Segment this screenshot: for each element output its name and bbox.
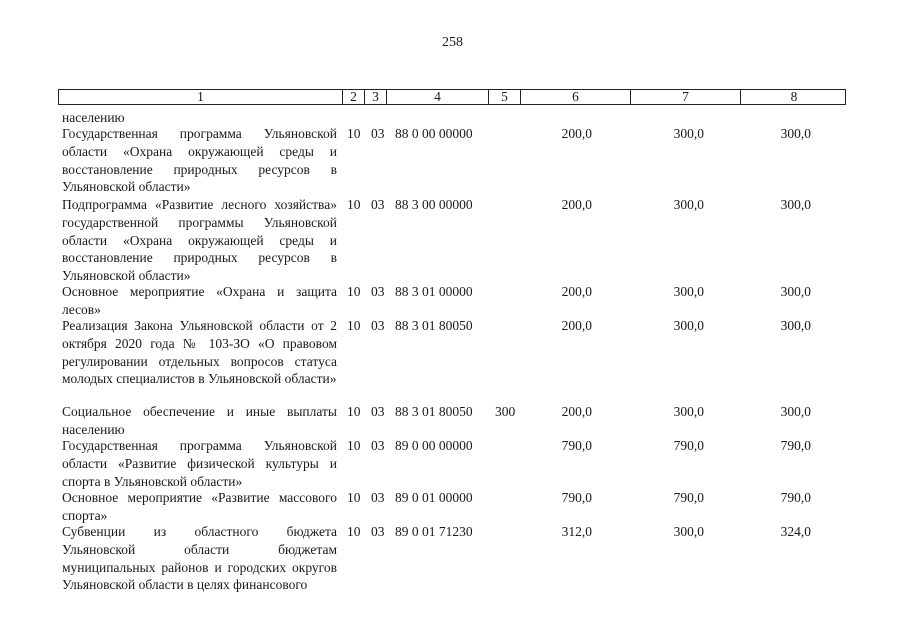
row-value-6: 200,0 — [561, 197, 592, 212]
row-value-7: 790,0 — [673, 438, 704, 453]
header-col-3: 3 — [365, 90, 387, 104]
row-subsection: 03 — [371, 404, 385, 419]
row-expense-type: 300 — [495, 404, 516, 419]
header-col-1: 1 — [59, 90, 343, 104]
row-target-code: 88 3 00 00000 — [395, 197, 473, 212]
row-target-code: 89 0 01 71230 — [395, 524, 473, 539]
header-col-7: 7 — [631, 90, 741, 104]
header-col-2: 2 — [343, 90, 365, 104]
row-name: Государственная программа Ульяновской области «Охрана окружающей среды и восстановление природных ресурсов в Ульяновской области» — [62, 126, 337, 195]
row-target-code: 88 3 01 00000 — [395, 284, 473, 299]
row-value-6: 312,0 — [561, 524, 592, 539]
row-target-code: 89 0 01 00000 — [395, 490, 473, 505]
row-subsection: 03 — [371, 524, 385, 539]
row-value-7: 790,0 — [673, 490, 704, 505]
row-subsection: 03 — [371, 438, 385, 453]
row-subsection: 03 — [371, 318, 385, 333]
row-value-7: 300,0 — [673, 404, 704, 419]
row-name: Реализация Закона Ульяновской области от 2 октября 2020 года № 103-ЗО «О правовом регулировании отдельных вопросов статуса молодых специалистов в Ульяновской области» — [62, 318, 337, 387]
row-value-7: 300,0 — [673, 284, 704, 299]
row-name: Основное мероприятие «Развитие массового спорта» — [62, 490, 337, 523]
row-section: 10 — [347, 404, 361, 419]
row-name: населению — [62, 110, 125, 125]
row-value-8: 300,0 — [780, 404, 811, 419]
row-subsection: 03 — [371, 126, 385, 141]
row-section: 10 — [347, 126, 361, 141]
row-value-6: 790,0 — [561, 438, 592, 453]
row-section: 10 — [347, 318, 361, 333]
row-target-code: 89 0 00 00000 — [395, 438, 473, 453]
header-col-8: 8 — [790, 89, 798, 104]
row-subsection: 03 — [371, 197, 385, 212]
row-section: 10 — [347, 490, 361, 505]
row-value-8: 300,0 — [780, 126, 811, 141]
header-col-6: 6 — [521, 90, 631, 104]
row-target-code: 88 0 00 00000 — [395, 126, 473, 141]
row-value-8: 300,0 — [780, 318, 811, 333]
row-value-8: 300,0 — [780, 197, 811, 212]
row-value-8: 790,0 — [780, 490, 811, 505]
page-number: 258 — [442, 35, 463, 50]
header-col-5: 5 — [489, 90, 521, 104]
row-value-7: 300,0 — [673, 197, 704, 212]
row-value-6: 790,0 — [561, 490, 592, 505]
row-name: Государственная программа Ульяновской области «Развитие физической культуры и спорта в Ульяновской области» — [62, 438, 337, 489]
row-target-code: 88 3 01 80050 — [395, 318, 473, 333]
row-subsection: 03 — [371, 490, 385, 505]
row-subsection: 03 — [371, 284, 385, 299]
row-section: 10 — [347, 524, 361, 539]
row-value-8: 790,0 — [780, 438, 811, 453]
row-section: 10 — [347, 284, 361, 299]
row-section: 10 — [347, 438, 361, 453]
row-name: Субвенции из областного бюджета Ульяновской области бюджетам муниципальных районов и городских округов Ульяновской области в целях финансового — [62, 524, 337, 593]
header-col-4: 4 — [387, 90, 489, 104]
row-value-6: 200,0 — [561, 404, 592, 419]
row-name: Социальное обеспечение и иные выплаты населению — [62, 404, 337, 437]
row-value-6: 200,0 — [561, 126, 592, 141]
row-target-code: 88 3 01 80050 — [395, 404, 473, 419]
row-value-6: 200,0 — [561, 284, 592, 299]
row-value-7: 300,0 — [673, 126, 704, 141]
row-value-8: 300,0 — [780, 284, 811, 299]
row-name: Подпрограмма «Развитие лесного хозяйства» государственной программы Ульяновской области «Охрана окружающей среды и восстановление природных ресурсов в Ульяновской области» — [62, 197, 337, 284]
row-value-6: 200,0 — [561, 318, 592, 333]
row-value-7: 300,0 — [673, 318, 704, 333]
row-name: Основное мероприятие «Охрана и защита лесов» — [62, 284, 337, 317]
row-value-8: 324,0 — [780, 524, 811, 539]
row-value-7: 300,0 — [673, 524, 704, 539]
row-section: 10 — [347, 197, 361, 212]
